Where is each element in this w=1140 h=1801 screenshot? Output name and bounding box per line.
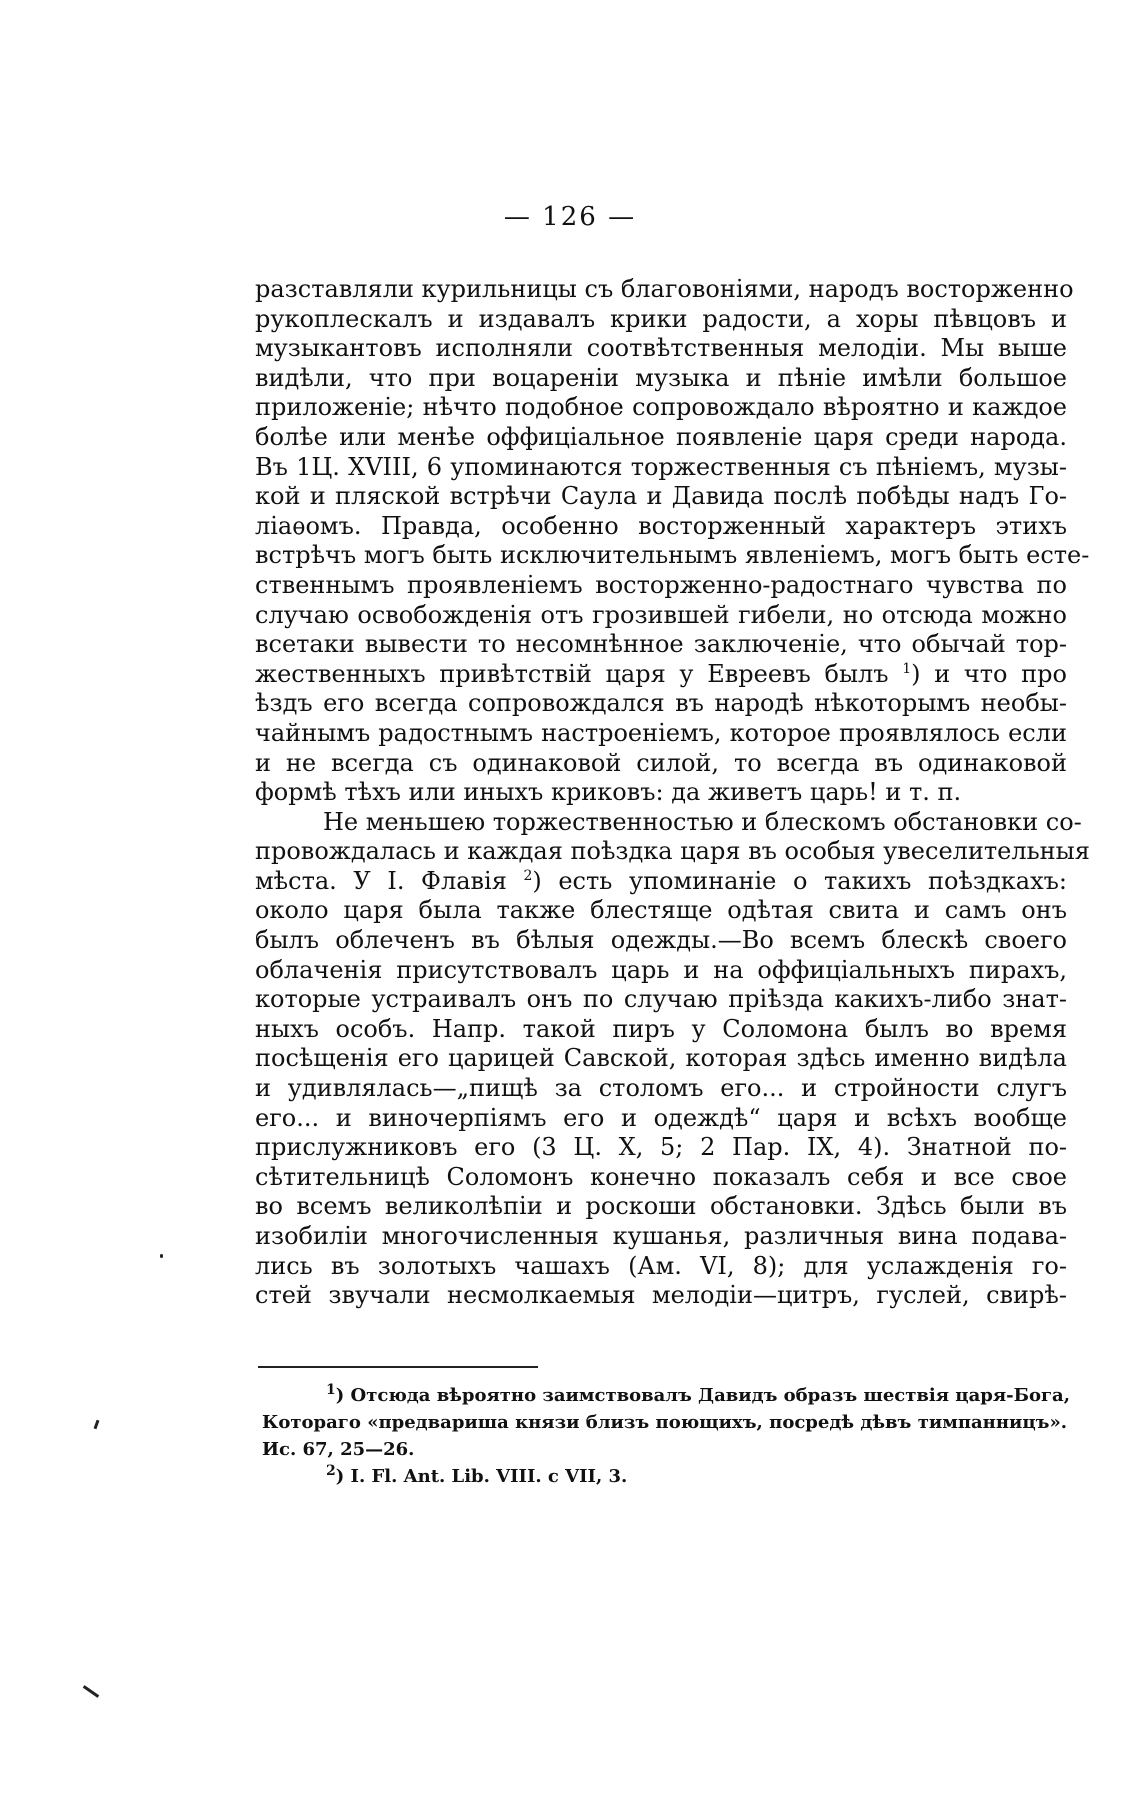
text-line: провождалась и каждая поѣздка царя въ особыя увеселительныя [255, 837, 1090, 866]
footnote-1 [262, 1382, 1070, 1409]
text-segment: ) и что про [911, 659, 1067, 688]
footnotes [262, 1382, 1070, 1490]
text-line: кой и пляской встрѣчи Саула и Давида послѣ побѣды надъ Го- [255, 482, 1067, 511]
footnote-marker-1: 1 [326, 1382, 336, 1398]
text-line: лись въ золотыхъ чашахъ (Ам. VI, 8); для услажденія го- [255, 1251, 1067, 1280]
text-line: его... и виночерпіямъ его и одеждѣ“ царя и всѣхъ вообще [255, 1103, 1067, 1132]
text-line: случаю освобожденія отъ грозившей гибели, но отсюда можно [255, 600, 1067, 629]
text-line: ѣздъ его всегда сопровождался въ народѣ нѣкоторымъ необы- [255, 689, 1067, 718]
text-line: болѣе или менѣе оффиціальное появленіе царя среди народа. [255, 422, 1067, 451]
footnote-ref-1[interactable]: 1 [902, 660, 912, 677]
text-line: Не меньшею торжественностью и блескомъ обстановки со- [323, 807, 1082, 836]
text-line: посѣщенія его царицей Савской, которая здѣсь именно видѣла [255, 1044, 1067, 1073]
text-line: рукоплескалъ и издавалъ крики радости, а хоры пѣвцовъ и [255, 304, 1067, 333]
text-line: сѣтительницѣ Соломонъ конечно показалъ себя и все свое [255, 1162, 1067, 1191]
footnote-1-cont: Котораго «предвариша князи близъ поющихъ, посредѣ дѣвъ тимпанницъ». [262, 1412, 1067, 1433]
body-text [255, 275, 1090, 1311]
text-line: всетаки вывести то несомнѣнное заключеніе, что обычай тор- [255, 630, 1067, 659]
text-line: во всемъ великолѣпіи и роскоши обстановки. Здѣсь были въ [255, 1192, 1067, 1221]
text-line: приложеніе; нѣчто подобное сопровождало вѣроятно и каждое [255, 393, 1067, 422]
text-line: ственнымъ проявленіемъ восторженно-радостнаго чувства по [255, 570, 1067, 599]
page-number: — 126 — [503, 202, 637, 232]
text-line: Въ 1Ц. XVIII, 6 упоминаются торжественныя съ пѣніемъ, музы- [255, 452, 1067, 481]
scan-speck [83, 1685, 99, 1698]
text-line: ныхъ особъ. Напр. такой пиръ у Соломона былъ во время [255, 1014, 1067, 1043]
text-line: и не всегда съ одинаковой силой, то всегда въ одинаковой [255, 748, 1067, 777]
text-segment: жественныхъ привѣтствій царя у Евреевъ былъ [255, 659, 889, 688]
footnote-1-cont: Ис. 67, 25—26. [262, 1439, 415, 1460]
text-segment: мѣста. У І. Флавія [255, 866, 507, 895]
text-line: чайнымъ радостнымъ настроеніемъ, которое проявлялось если [255, 718, 1067, 747]
footnote-ref-2[interactable]: 2 [523, 867, 533, 884]
text-line-with-footnote-ref [255, 660, 1067, 690]
text-segment: ) есть упоминаніе о такихъ поѣздкахъ: [532, 866, 1067, 895]
footnote-marker-2: 2 [326, 1463, 336, 1479]
text-line: стей звучали несмолкаемыя мелодіи—цитръ, гуслей, свирѣ- [255, 1281, 1067, 1310]
scan-speck [94, 1420, 100, 1429]
text-line: видѣли, что при воцареніи музыка и пѣніе имѣли большое [255, 363, 1067, 392]
footnote-2 [262, 1463, 1067, 1490]
text-line: формѣ тѣхъ или иныхъ криковъ: да живетъ царь! и т. п. [255, 778, 962, 807]
text-line: которые устраивалъ онъ по случаю пріѣзда какихъ-либо знат- [255, 985, 1067, 1014]
footnote-text: ) Отсюда вѣроятно заимствовалъ Давидъ образъ шествія царя-Бога, [335, 1385, 1070, 1406]
text-line: прислужниковъ его (3 Ц. X, 5; 2 Пар. IX, 4). Знатной по- [255, 1133, 1067, 1162]
text-line: облаченія присутствовалъ царь и на оффиціальныхъ пирахъ, [255, 955, 1067, 984]
text-line: встрѣчъ могъ быть исключительнымъ явленіемъ, могъ быть есте- [255, 541, 1090, 570]
footnote-text: ) I. Fl. Ant. Lib. VIII. c VII, 3. [335, 1466, 628, 1487]
text-line: изобиліи многочисленныя кушанья, различныя вина подава- [255, 1222, 1067, 1250]
text-line: ліаѳомъ. Правда, особенно восторженный характеръ этихъ [255, 511, 1067, 540]
scan-speck [160, 1254, 163, 1258]
text-line: музыкантовъ исполняли соотвѣтственныя мелодіи. Мы выше [255, 334, 1067, 363]
footnote-divider [258, 1366, 538, 1368]
text-line: около царя была также блестяще одѣтая свита и самъ онъ [255, 896, 1067, 925]
text-line-with-footnote-ref [255, 867, 1067, 897]
text-line: и удивлялась—„пищѣ за столомъ его... и стройности слугъ [255, 1074, 1067, 1103]
text-line: былъ облеченъ въ бѣлыя одежды.—Во всемъ блескѣ своего [255, 926, 1067, 955]
text-line: разставляли курильницы съ благовоніями, народъ восторженно [255, 275, 1074, 303]
